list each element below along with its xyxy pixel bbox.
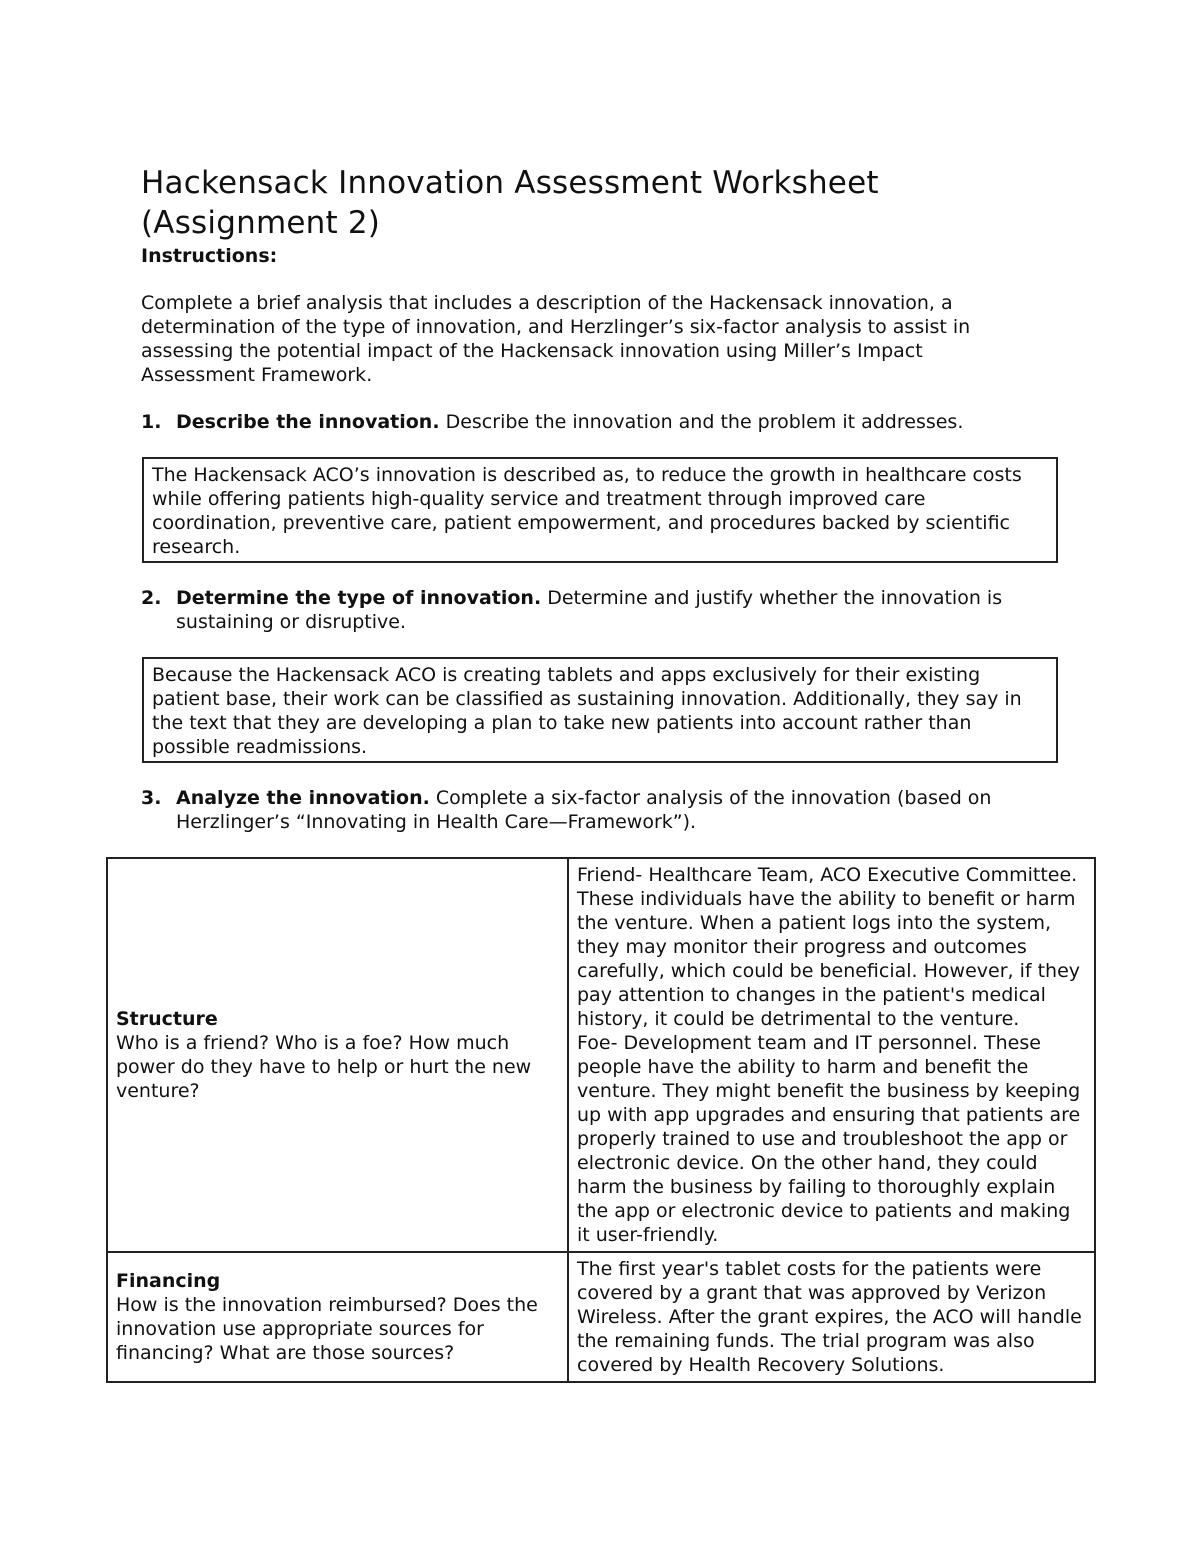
factor-cell xyxy=(107,1252,568,1382)
question-number: 1. xyxy=(141,411,162,433)
question-text: Complete a six-factor analysis of the innovation (based on Herzlinger’s “Innovating in Health Care—Framework”). xyxy=(176,787,992,833)
question-number: 2. xyxy=(141,587,162,609)
table-row xyxy=(107,858,1095,1252)
instructions-body: Complete a brief analysis that includes a description of the Hackensack innovation, a determination of the type of innovation, and Herzlinger’s six-factor analysis to assist in assessing the potential impact of the Hackensack innovation using Miller’s Impact Assessment Framework. xyxy=(141,292,971,386)
factor-answer-foe: Foe- Development team and IT personnel. These people have the ability to harm and benefit the venture. They might benefit the business by keeping up with app upgrades and ensuring that patients are properly trained to use and troubleshoot the app or electronic device. On the other hand, they could harm the business by failing to thoroughly explain the app or electronic device to patients and making it user-friendly. xyxy=(577,1032,1081,1246)
factor-answer-cell xyxy=(568,1252,1095,1382)
question-1 xyxy=(141,410,1041,434)
six-factor-table xyxy=(106,857,1096,1383)
question-text: Describe the innovation and the problem it addresses. xyxy=(439,411,964,433)
answer-box-2: Because the Hackensack ACO is creating tablets and apps exclusively for their existing patient base, their work can be classified as sustaining innovation. Additionally, they say in the text that they are developing a plan to take new patients into account rather than possible readmissions. xyxy=(142,657,1058,763)
factor-cell xyxy=(107,858,568,1252)
table-row xyxy=(107,1252,1095,1382)
question-lead: Determine the type of innovation. xyxy=(176,587,542,609)
document-title: Hackensack Innovation Assessment Worksheet (Assignment 2) xyxy=(141,165,879,241)
factor-answer: The first year's tablet costs for the patients were covered by a grant that was approved by Verizon Wireless. After the grant expires, the ACO will handle the remaining funds. The trial program was also covered by Health Recovery Solutions. xyxy=(577,1258,1082,1376)
factor-question: How is the innovation reimbursed? Does the innovation use appropriate sources for financing? What are those sources? xyxy=(116,1294,538,1364)
factor-question: Who is a friend? Who is a foe? How much power do they have to help or hurt the new venture? xyxy=(116,1032,532,1102)
question-lead: Describe the innovation. xyxy=(176,411,440,433)
factor-answer-cell xyxy=(568,858,1095,1252)
question-lead: Analyze the innovation. xyxy=(176,787,430,809)
question-3 xyxy=(141,786,1041,834)
question-2 xyxy=(141,586,1041,634)
factor-answer-friend: Friend- Healthcare Team, ACO Executive Committee. These individuals have the ability to benefit or harm the venture. When a patient logs into the system, they may monitor their progress and outcomes carefully, which could be beneficial. However, if they pay attention to changes in the patient's medical history, it could be detrimental to the venture. xyxy=(577,864,1081,1030)
question-number: 3. xyxy=(141,787,162,809)
question-text: Determine and justify whether the innovation is sustaining or disruptive. xyxy=(176,587,1003,633)
instructions-heading: Instructions: xyxy=(141,245,278,267)
answer-box-1: The Hackensack ACO’s innovation is described as, to reduce the growth in healthcare costs while offering patients high-quality service and treatment through improved care coordination, preventive care, patient empowerment, and procedures backed by scientific research. xyxy=(142,457,1058,563)
factor-name: Structure xyxy=(116,1008,218,1030)
factor-name: Financing xyxy=(116,1270,221,1292)
